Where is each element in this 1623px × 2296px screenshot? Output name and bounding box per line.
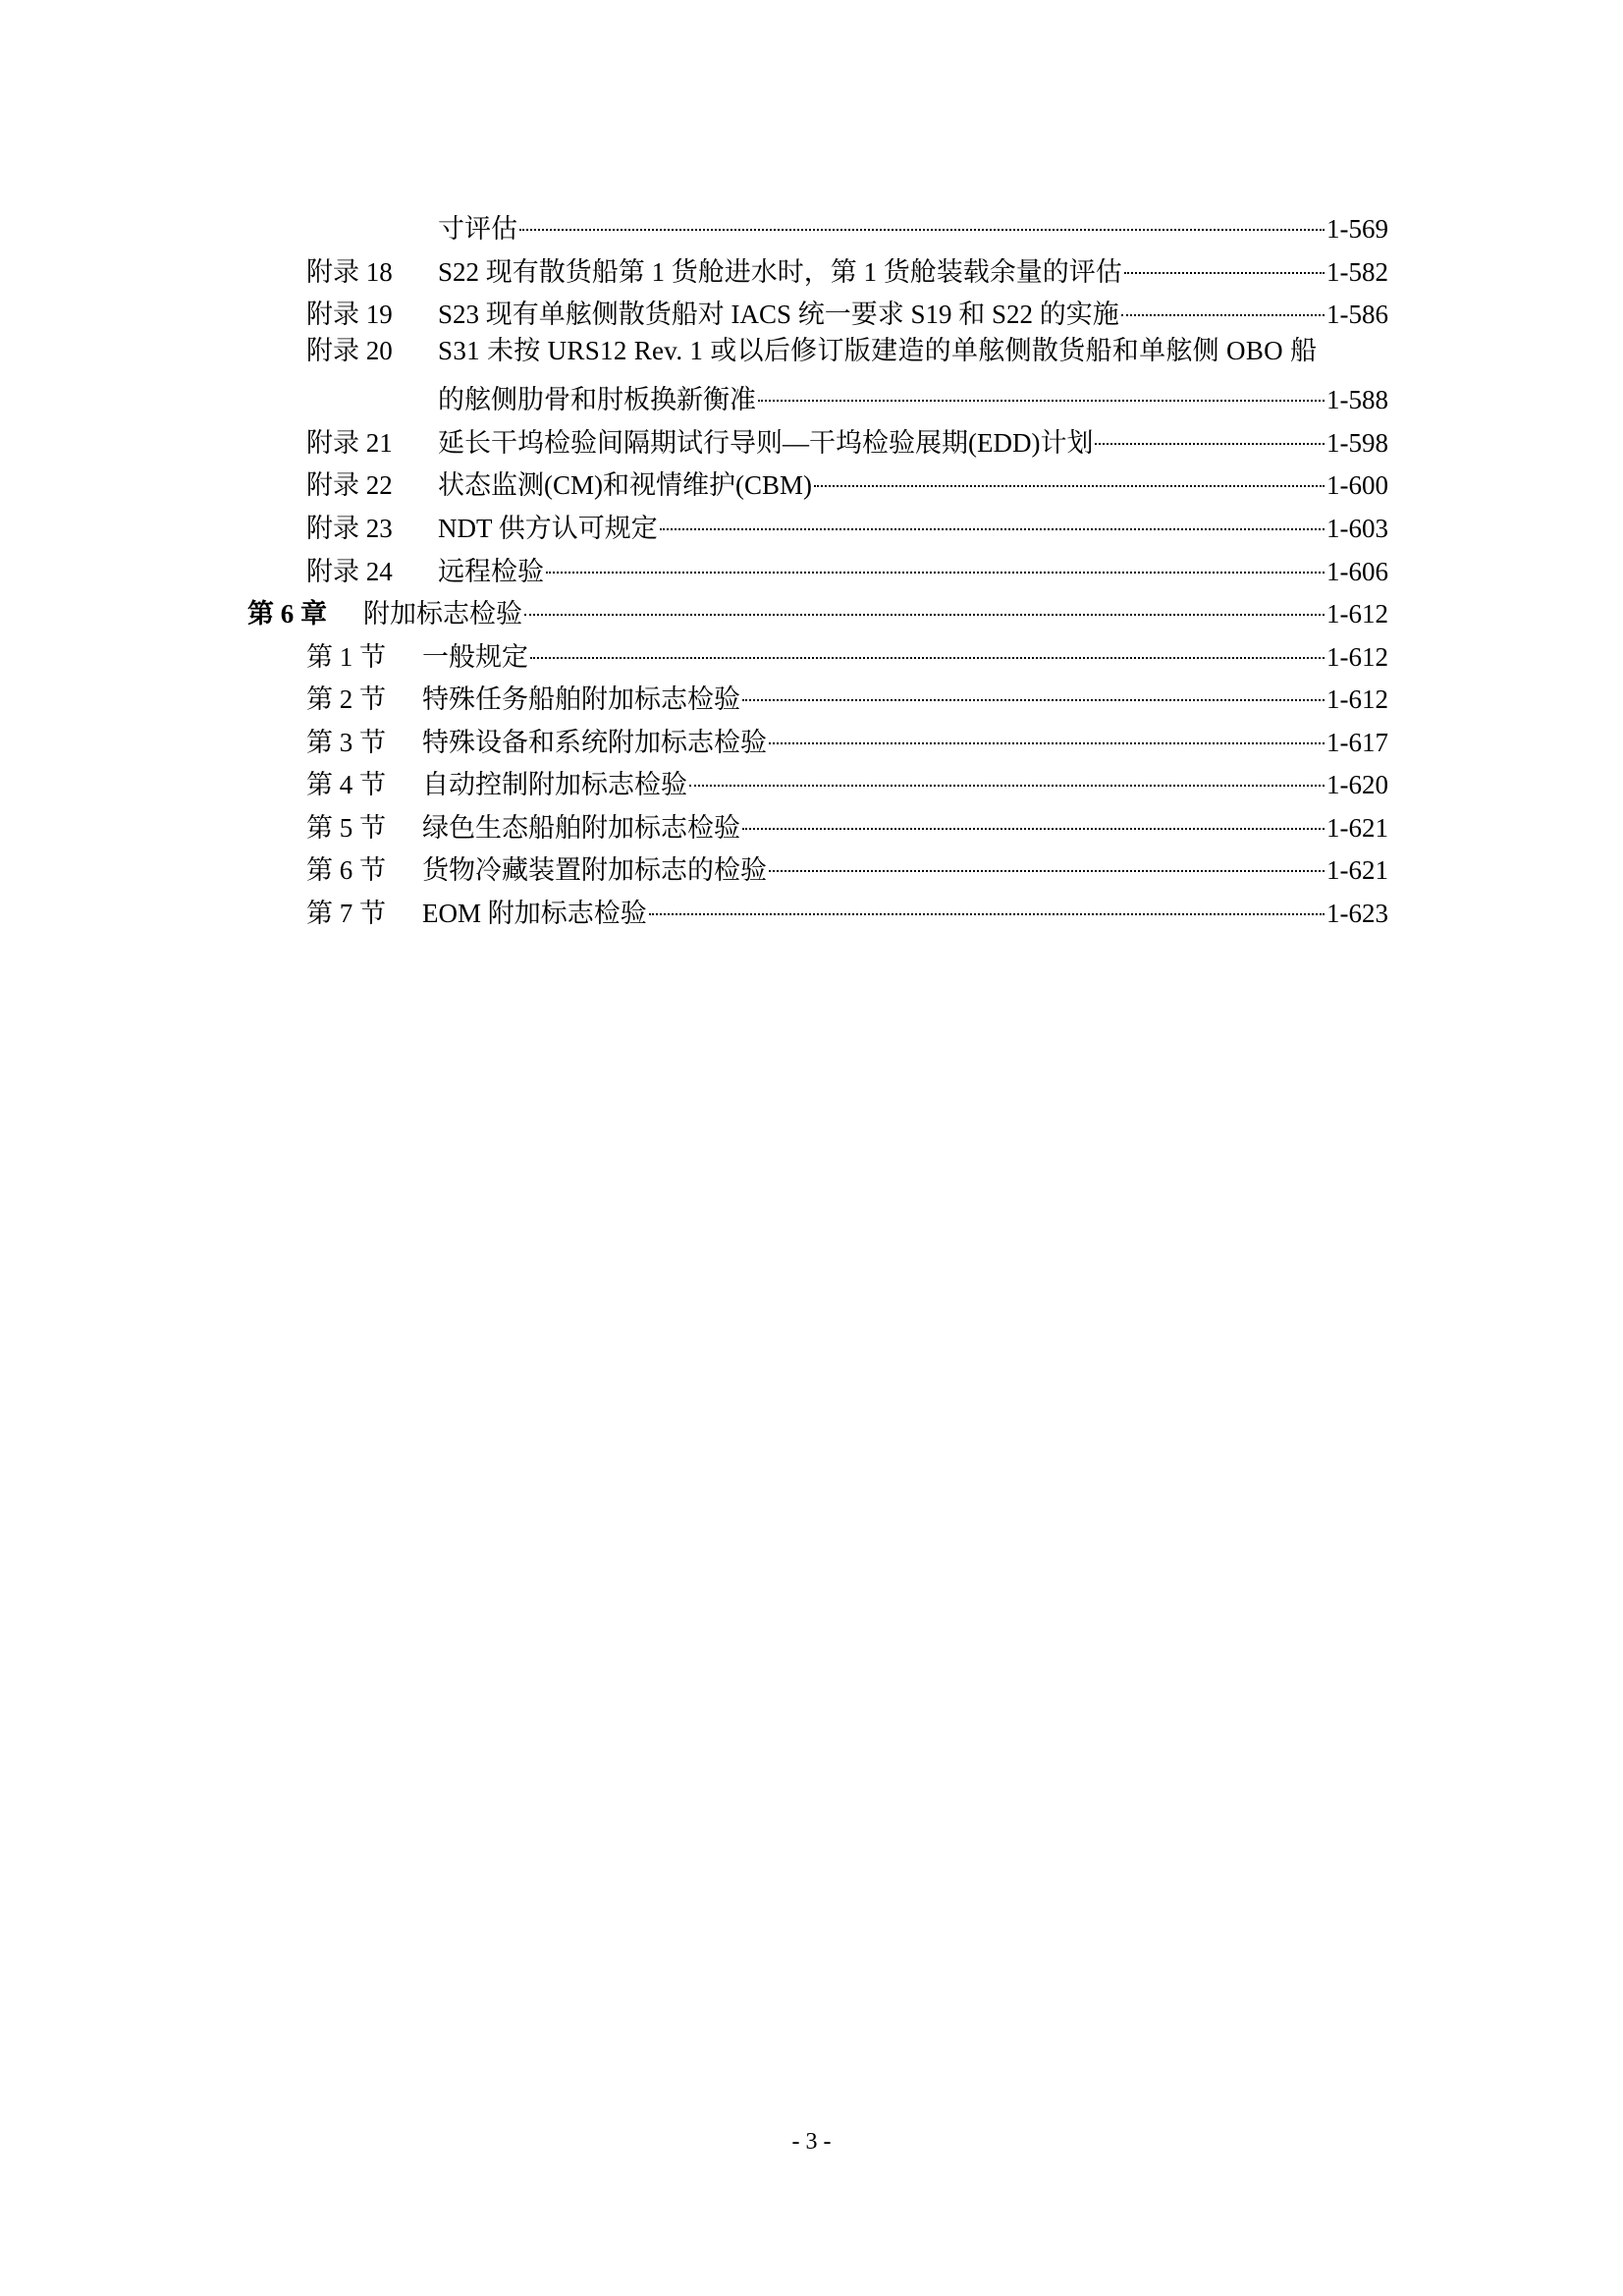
toc-entry-title: S22 现有散货船第 1 货舱进水时，第 1 货舱装载余量的评估 bbox=[438, 257, 1122, 287]
toc-entry-page: 1-612 bbox=[1326, 684, 1388, 714]
toc-section-entry[interactable] bbox=[306, 720, 1388, 758]
dot-leader bbox=[769, 847, 1325, 879]
dot-leader bbox=[660, 506, 1325, 537]
toc-entry-label: 附录 22 bbox=[306, 470, 393, 500]
toc-section-label: 第 4 节 bbox=[306, 770, 386, 799]
toc-section-label: 第 5 节 bbox=[306, 813, 386, 843]
dot-leader bbox=[689, 762, 1325, 793]
toc-entry[interactable] bbox=[306, 420, 1388, 459]
toc-chapter-entry[interactable] bbox=[247, 591, 1388, 629]
dot-leader bbox=[1095, 420, 1325, 452]
toc-entry-title: 的舷侧肋骨和肘板换新衡准 bbox=[438, 385, 756, 414]
toc-entry-label: 附录 20 bbox=[306, 336, 393, 365]
toc-section-title: 绿色生态船舶附加标志检验 bbox=[422, 813, 740, 843]
toc-entry-page: 1-582 bbox=[1326, 257, 1388, 287]
toc-section-entry[interactable] bbox=[306, 677, 1388, 715]
dot-leader bbox=[649, 891, 1325, 922]
dot-leader bbox=[1121, 292, 1325, 323]
toc-section-title: 一般规定 bbox=[422, 642, 528, 672]
toc-section-entry[interactable] bbox=[306, 634, 1388, 673]
toc-section-title: 货物冷藏装置附加标志的检验 bbox=[422, 855, 767, 885]
toc-entry-continuation[interactable] bbox=[438, 377, 1388, 415]
toc-section-label: 第 7 节 bbox=[306, 899, 386, 928]
toc-section-label: 第 1 节 bbox=[306, 642, 386, 672]
toc-section-title: 特殊设备和系统附加标志检验 bbox=[422, 728, 767, 757]
toc-entry-title: S23 现有单舷侧散货船对 IACS 统一要求 S19 和 S22 的实施 bbox=[438, 300, 1119, 329]
dot-leader bbox=[519, 206, 1325, 238]
toc-entry-page: 1-586 bbox=[1326, 300, 1388, 329]
toc-entry-title: NDT 供方认可规定 bbox=[438, 514, 658, 543]
toc-section-entry[interactable] bbox=[306, 805, 1388, 844]
toc-entry-title: 寸评估 bbox=[438, 214, 517, 244]
dot-leader bbox=[758, 377, 1325, 409]
dot-leader bbox=[530, 634, 1325, 666]
toc-entry[interactable] bbox=[306, 249, 1388, 288]
toc-section-label: 第 2 节 bbox=[306, 684, 386, 714]
toc-entry-label: 附录 21 bbox=[306, 428, 393, 458]
toc-section-title: 自动控制附加标志检验 bbox=[422, 770, 687, 799]
toc-entry-page: 1-598 bbox=[1326, 428, 1388, 458]
toc-entry-page: 1-600 bbox=[1326, 470, 1388, 500]
toc-entry-page: 1-603 bbox=[1326, 514, 1388, 543]
toc-entry-title: 状态监测(CM)和视情维护(CBM) bbox=[438, 470, 813, 500]
toc-section-label: 第 6 节 bbox=[306, 855, 386, 885]
toc-section-entry[interactable] bbox=[306, 847, 1388, 886]
toc-entry-label: 附录 18 bbox=[306, 257, 393, 287]
dot-leader bbox=[742, 677, 1325, 708]
toc-entry-label: 附录 24 bbox=[306, 557, 393, 586]
toc-entry-label: 附录 23 bbox=[306, 514, 393, 543]
toc-entry-page: 1-606 bbox=[1326, 557, 1388, 586]
toc-section-entry[interactable] bbox=[306, 762, 1388, 800]
toc-entry-page: 1-623 bbox=[1326, 899, 1388, 928]
toc-chapter-title: 附加标志检验 bbox=[363, 599, 522, 629]
toc-section-title: EOM 附加标志检验 bbox=[422, 899, 647, 928]
toc-entry-page: 1-588 bbox=[1326, 385, 1388, 414]
toc-entry-title: S31 未按 URS12 Rev. 1 或以后修订版建造的单舷侧散货船和单舷侧 OBO 船 bbox=[438, 336, 1318, 365]
toc-entry[interactable] bbox=[438, 206, 1388, 245]
dot-leader bbox=[769, 720, 1325, 751]
toc-entry-page: 1-621 bbox=[1326, 855, 1388, 885]
toc-entry-label: 附录 19 bbox=[306, 300, 393, 329]
toc-entry[interactable] bbox=[306, 463, 1388, 501]
toc-entry[interactable] bbox=[306, 506, 1388, 544]
toc-entry-page: 1-612 bbox=[1326, 642, 1388, 672]
dot-leader bbox=[524, 591, 1325, 623]
dot-leader bbox=[546, 549, 1325, 580]
toc-entry-page: 1-617 bbox=[1326, 728, 1388, 757]
toc-section-title: 特殊任务船舶附加标志检验 bbox=[422, 684, 740, 714]
toc-section-entry[interactable] bbox=[306, 891, 1388, 929]
toc-entry-page: 1-612 bbox=[1326, 599, 1388, 629]
toc-section-label: 第 3 节 bbox=[306, 728, 386, 757]
toc-entry-page: 1-621 bbox=[1326, 813, 1388, 843]
dot-leader bbox=[814, 463, 1325, 494]
toc-entry[interactable] bbox=[306, 549, 1388, 587]
page-number: - 3 - bbox=[791, 2129, 832, 2155]
toc-entry-page: 1-569 bbox=[1326, 214, 1388, 244]
toc-entry-title: 远程检验 bbox=[438, 557, 544, 586]
toc-entry-title: 延长干坞检验间隔期试行导则—干坞检验展期(EDD)计划 bbox=[438, 428, 1094, 458]
dot-leader bbox=[742, 805, 1325, 837]
toc-entry[interactable] bbox=[306, 292, 1388, 330]
toc-entry-page: 1-620 bbox=[1326, 770, 1388, 799]
dot-leader bbox=[1124, 249, 1325, 281]
toc-chapter-label: 第 6 章 bbox=[247, 599, 327, 629]
toc-entry[interactable] bbox=[306, 335, 1388, 366]
